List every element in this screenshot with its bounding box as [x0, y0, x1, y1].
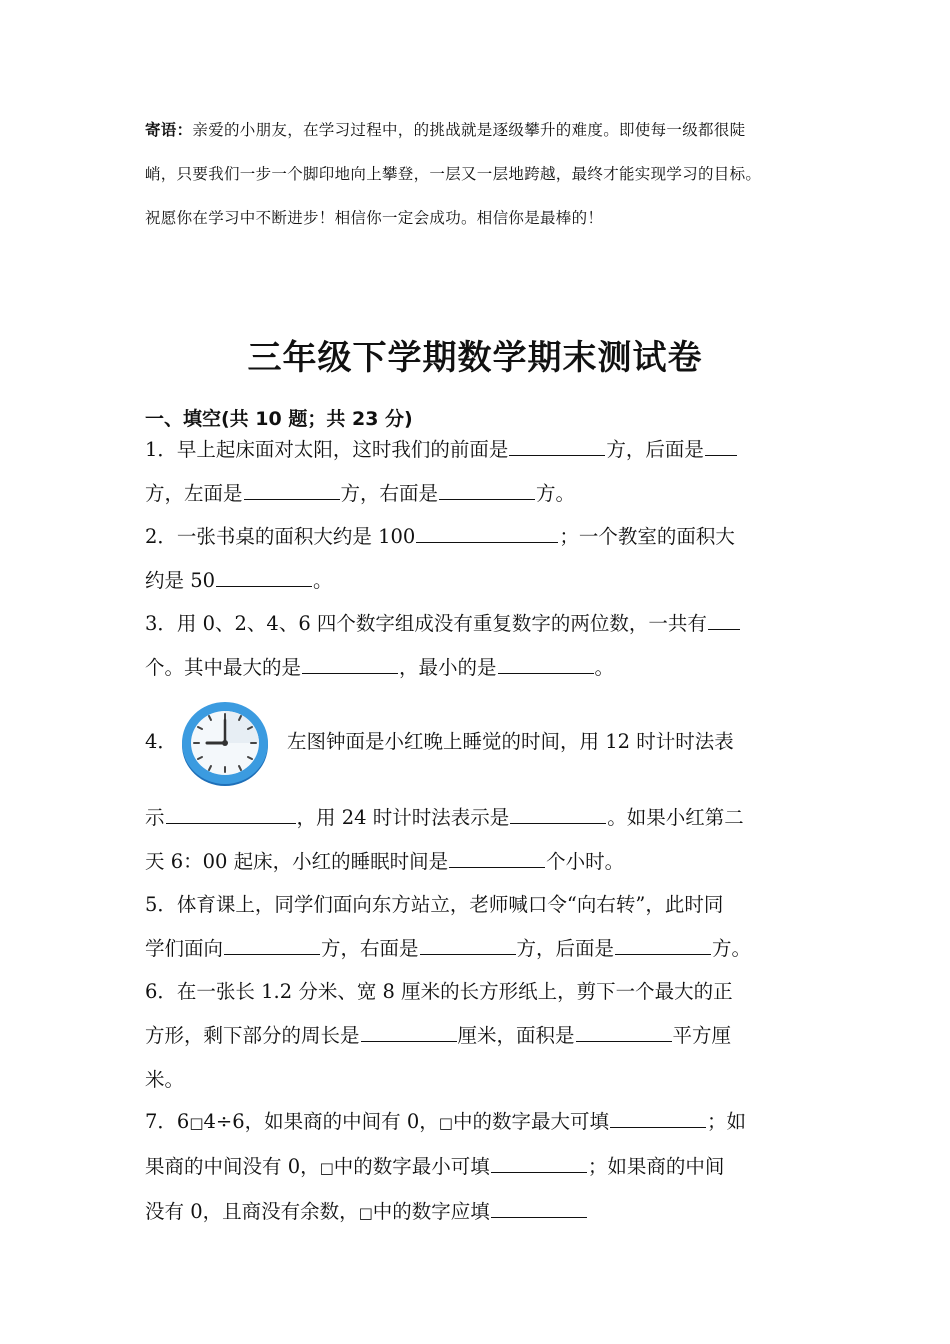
message-label: 寄语：: [145, 120, 193, 139]
clock-icon: [180, 700, 270, 786]
message-line-2: 峭，只要我们一步一个脚印地向上攀登，一层又一层地跨越，最终才能实现学习的目标。: [145, 165, 762, 183]
answer-blank[interactable]: [491, 1197, 587, 1218]
answer-blank[interactable]: [361, 1021, 457, 1042]
answer-blank[interactable]: [510, 803, 606, 824]
answer-blank[interactable]: [708, 609, 740, 630]
answer-blank[interactable]: [610, 1107, 706, 1128]
answer-blank[interactable]: [615, 934, 711, 955]
answer-blank[interactable]: [498, 653, 594, 674]
message-block: [145, 108, 815, 240]
answer-blank[interactable]: [420, 934, 516, 955]
page-title: 三年级下学期数学期末测试卷: [247, 338, 703, 378]
answer-blank[interactable]: [491, 1152, 587, 1173]
message-line-1: 寄语：亲爱的小朋友，在学习过程中，的挑战就是逐级攀升的难度。即使每一级都很陡: [145, 120, 746, 139]
question-4-lines: 示 ，用 24 时计时法表示是 。如果小红第二 天 6：00 起床，小红的睡眠时间是 个小时。: [145, 796, 820, 884]
answer-blank[interactable]: [244, 479, 340, 500]
answer-blank[interactable]: [439, 479, 535, 500]
message-line-3: 祝愿你在学习中不断进步！相信你一定会成功。相信你是最棒的！: [145, 209, 604, 227]
question-5: 5．体育课上，同学们面向东方站立，老师喊口令“向右转”，此时同 学们面向 方，右面是 方，后面是 方。: [145, 893, 752, 960]
answer-blank[interactable]: [416, 522, 558, 543]
answer-blank[interactable]: [166, 803, 296, 824]
question-2: 2．一张书桌的面积大约是 100 ；一个教室的面积大 约是 50 。: [145, 515, 820, 603]
answer-blank[interactable]: [216, 566, 312, 587]
question-1: 1．早上起床面对太阳，这时我们的前面是 方，后面是 方，左面是 方，右面是 方。: [145, 428, 820, 516]
question-4-text: 左图钟面是小红晚上睡觉的时间，用 12 时计时法表: [287, 730, 734, 753]
answer-blank[interactable]: [302, 653, 398, 674]
answer-blank[interactable]: [509, 435, 605, 456]
question-6: 6．在一张长 1.2 分米、宽 8 厘米的长方形纸上，剪下一个最大的正 方形，剩下部分的周长是 厘米，面积是 平方厘 米。: [145, 980, 733, 1091]
answer-blank[interactable]: [224, 934, 320, 955]
question-3: 3．用 0、2、4、6 四个数字组成没有重复数字的两位数，一共有 个。其中最大的是 ，最小的是 。: [145, 602, 820, 690]
answer-blank[interactable]: [576, 1021, 672, 1042]
question-4-line-1: 4．: [145, 730, 177, 753]
answer-blank[interactable]: [449, 847, 545, 868]
section-heading: 一、填空(共 10 题；共 23 分): [145, 408, 413, 430]
question-7: 7．6□4÷6，如果商的中间有 0，□中的数字最大可填 ；如 果商的中间没有 0，□中的数字最小可填 ；如果商的中间 没有 0，且商没有余数，□中的数字应填: [145, 1100, 820, 1235]
answer-blank[interactable]: [705, 435, 737, 456]
